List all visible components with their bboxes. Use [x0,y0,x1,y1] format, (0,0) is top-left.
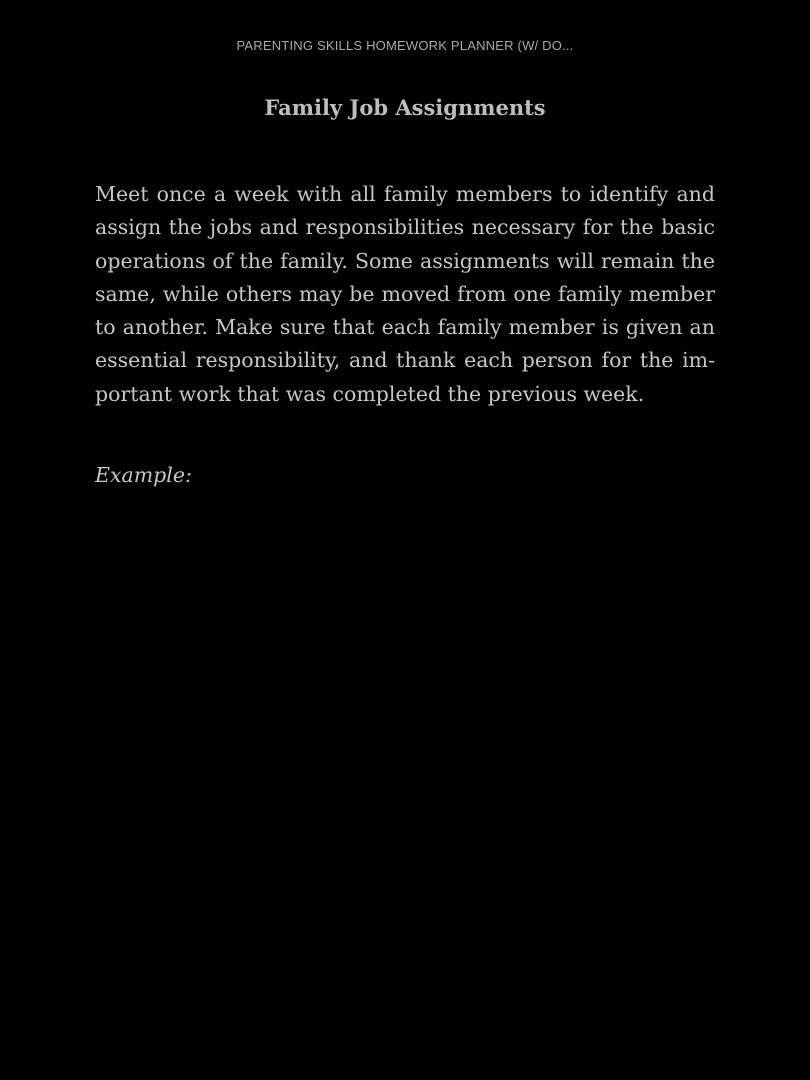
paragraph-line: Meet once a week with all family members to identify and [95,182,715,206]
book-title-header[interactable]: PARENTING SKILLS HOMEWORK PLANNER (W/ DO... [236,38,574,53]
example-label: Example: [95,463,192,487]
paragraph-line: operations of the family. Some assignments will remain the [95,248,715,273]
paragraph-line: portant work that was completed the previous week. [95,381,645,406]
paragraph-line: essential responsibility, and thank each person for the im- [95,348,715,373]
paragraph-line: same, while others may be moved from one family member [95,281,715,306]
paragraph-line: to another. Make sure that each family member is given an [95,315,715,340]
chapter-title: Family Job Assignments [264,95,546,120]
instruction-paragraph [95,178,715,411]
paragraph-line: assign the jobs and responsibilities necessary for the basic [95,215,715,240]
